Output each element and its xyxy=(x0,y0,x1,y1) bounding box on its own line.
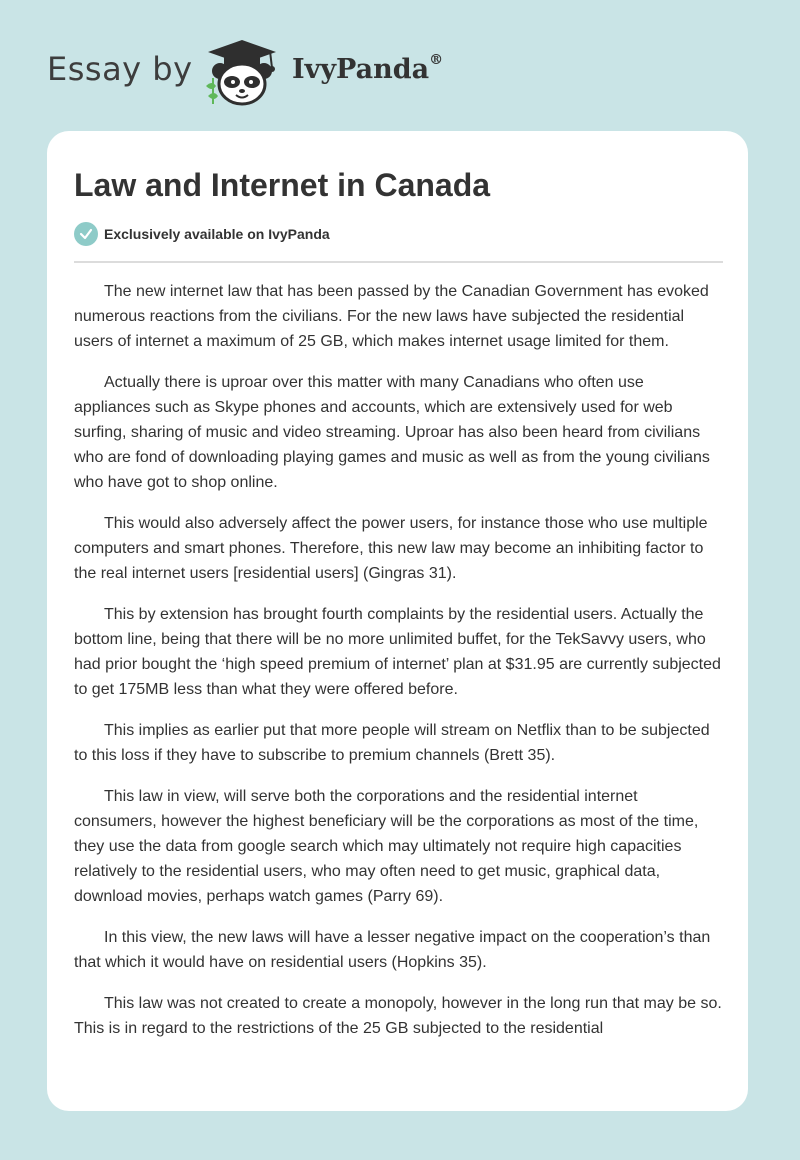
article-body xyxy=(74,279,724,1057)
article-card xyxy=(47,131,748,1111)
divider xyxy=(74,261,723,263)
page-title: Law and Internet in Canada xyxy=(74,167,491,203)
paragraph: This law was not created to create a monopoly, however in the long run that may be so. This is in regard to the restrictions of the 25 GB subjected to the residential xyxy=(74,995,722,1037)
paragraph: In this view, the new laws will have a lesser negative impact on the cooperation’s than that which it would have on residential users (Hopkins 35). xyxy=(74,929,711,971)
essay-by-label: Essay by xyxy=(47,50,193,88)
paragraph: This implies as earlier put that more people will stream on Netflix than to be subjected to this loss if they have to subscribe to premium channels (Brett 35). xyxy=(74,722,710,764)
paragraph: This by extension has brought fourth complaints by the residential users. Actually the bottom line, being that there will be no more unlimited buffet, for the TekSavvy users, who had prior bought the ‘high speed premium of internet’ plan at $31.95 are currently subjected to get 175MB less than what they were offered before. xyxy=(74,606,721,698)
paragraph: This law in view, will serve both the corporations and the residential internet consumers, however the highest beneficiary will be the corporations as most of the time, they use the data from google search which may ultimately not require high capacities relatively to the residential users, who may often need to get music, graphical data, download movies, perhaps watch games (Parry 69). xyxy=(74,788,699,905)
check-icon xyxy=(74,222,98,246)
paragraph: The new internet law that has been passed by the Canadian Government has evoked numerous reactions from the civilians. For the new laws have subjected the residential users of internet a maximum of 25 GB, which makes internet usage limited for them. xyxy=(74,283,709,350)
registered-mark: ® xyxy=(429,52,444,68)
site-header xyxy=(0,0,800,125)
panda-icon xyxy=(200,38,280,108)
paragraph: Actually there is uproar over this matter with many Canadians who often use appliances such as Skype phones and accounts, which are extensively used for web surfing, sharing of music and video streaming. Uproar has also been heard from civilians who are fond of downloading playing games and music as well as from the young civilians who have got to shop online. xyxy=(74,374,710,491)
brand-name[interactable]: IvyPanda® xyxy=(292,52,444,85)
exclusive-badge xyxy=(74,221,330,247)
ivypanda-logo[interactable] xyxy=(200,38,280,108)
badge-label: Exclusively available on IvyPanda xyxy=(104,226,330,242)
paragraph: This would also adversely affect the power users, for instance those who use multiple computers and smart phones. Therefore, this new law may become an inhibiting factor to the real internet users [residential users] (Gingras 31). xyxy=(74,515,708,582)
